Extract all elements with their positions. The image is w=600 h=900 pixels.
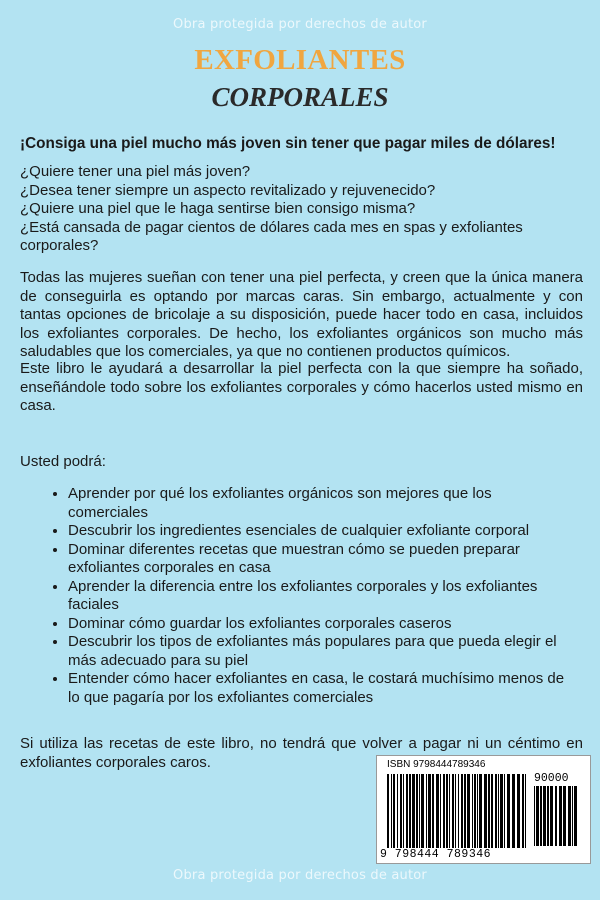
question-item: ¿Desea tener siempre un aspecto revitalizado y rejuvenecido? — [20, 181, 436, 199]
barcode-bars-addon — [534, 786, 580, 846]
bullet-item: • Entender cómo hacer exfoliantes en casa, le costará muchísimo menos de lo que pagaría por los exfoliantes comerciales — [68, 670, 568, 707]
closing-paragraph: Si utiliza las recetas de este libro, no tendrá que volver a pagar ni un céntimo en exfoliantes corporales caros. — [20, 735, 583, 771]
copyright-watermark-top: Obra protegida por derechos de autor — [173, 17, 427, 32]
bullet-item: • Dominar diferentes recetas que muestran cómo se pueden preparar exfoliantes corporales en casa — [68, 541, 568, 578]
barcode-bars-main — [387, 774, 527, 848]
bullet-item: • Dominar cómo guardar los exfoliantes corporales caseros — [68, 615, 568, 634]
bullet-item: • Aprender por qué los exfoliantes orgánicos son mejores que los comerciales — [68, 485, 568, 522]
book-title-line2: CORPORALES — [211, 82, 389, 112]
book-title-line1: EXFOLIANTES — [194, 44, 406, 76]
bullet-item: • Descubrir los tipos de exfoliantes más populares para que pueda elegir el más adecuado para su piel — [68, 633, 568, 670]
headline: ¡Consiga una piel mucho más joven sin tener que pagar miles de dólares! — [20, 135, 556, 152]
price-code: 90000 — [534, 772, 569, 785]
question-item: ¿Quiere tener una piel más joven? — [20, 163, 251, 180]
isbn-barcode — [376, 755, 591, 864]
bullet-list — [48, 485, 568, 707]
intro-paragraph: Todas las mujeres sueñan con tener una piel perfecta, y creen que la única manera de conseguirla es optando por marcas caras. Sin embargo, actualmente y con tantas opciones de bricolaje a su disposición, puede hacer todo en casa, incluidos los exfoliantes corporales. De hecho, los exfoliantes orgánicos son mucho más saludables que los comerciales, ya que no contienen productos químicos. — [20, 269, 583, 360]
copyright-watermark-bottom: Obra protegida por derechos de autor — [173, 868, 427, 883]
barcode-digits: 9 798444 789346 — [380, 848, 492, 861]
isbn-label: ISBN 9798444789346 — [387, 759, 486, 770]
bullet-item: • Aprender la diferencia entre los exfoliantes corporales y los exfoliantes faciales — [68, 578, 568, 615]
question-item: ¿Quiere una piel que le haga sentirse bien consigo misma? — [20, 200, 416, 217]
bullet-item: • Descubrir los ingredientes esenciales de cualquier exfoliante corporal — [68, 522, 568, 541]
benefit-paragraph: Este libro le ayudará a desarrollar la piel perfecta con la que siempre ha soñado, enseñándole todo sobre los exfoliantes corporales y cómo hacerlos usted mismo en casa. — [20, 360, 583, 414]
question-item: ¿Está cansada de pagar cientos de dólares cada mes en spas y exfoliantes corporales? — [20, 218, 523, 254]
question-list — [20, 163, 583, 256]
podra-label: Usted podrá: — [20, 453, 106, 470]
